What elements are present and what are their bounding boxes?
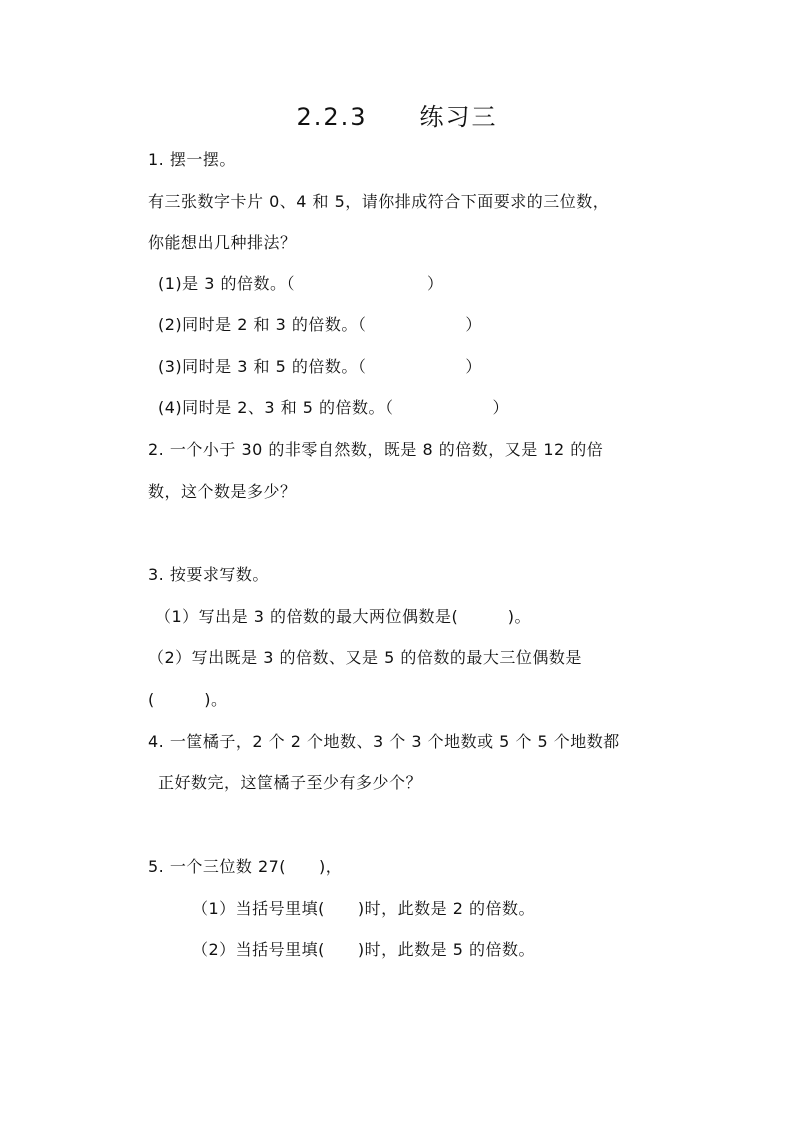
q3-heading: 3. 按要求写数。 (148, 565, 269, 584)
q1-item-2: (2)同时是 2 和 3 的倍数。（ ） (158, 315, 482, 334)
q4-text-line2: 正好数完，这筐橘子至少有多少个？ (158, 773, 423, 792)
q1-item-4: (4)同时是 2、3 和 5 的倍数。（ ） (158, 398, 510, 417)
q1-item-1: (1)是 3 的倍数。（ ） (158, 274, 444, 293)
page-title: 2.2.3 练习三 (296, 103, 498, 131)
q3-item-1: （1）写出是 3 的倍数的最大两位偶数是( )。 (155, 607, 532, 626)
q1-text-line1: 有三张数字卡片 0、4 和 5，请你排成符合下面要求的三位数， (148, 192, 610, 211)
q3-item-2-line2: ( )。 (148, 690, 228, 709)
q5-item-1: （1）当括号里填( )时，此数是 2 的倍数。 (192, 899, 536, 918)
q1-item-3: (3)同时是 3 和 5 的倍数。（ ） (158, 357, 482, 376)
q4-text-line1: 4. 一筐橘子，2 个 2 个地数、3 个 3 个地数或 5 个 5 个地数都 (148, 732, 620, 751)
q1-heading: 1. 摆一摆。 (148, 150, 236, 169)
q5-item-2: （2）当括号里填( )时，此数是 5 的倍数。 (192, 940, 536, 959)
q3-item-2-line1: （2）写出既是 3 的倍数、又是 5 的倍数的最大三位偶数是 (148, 648, 582, 667)
q2-text-line1: 2. 一个小于 30 的非零自然数，既是 8 的倍数，又是 12 的倍 (148, 440, 604, 459)
q2-text-line2: 数，这个数是多少？ (148, 482, 297, 501)
q1-text-line2: 你能想出几种排法？ (148, 233, 297, 252)
q5-heading: 5. 一个三位数 27( )， (148, 857, 343, 876)
